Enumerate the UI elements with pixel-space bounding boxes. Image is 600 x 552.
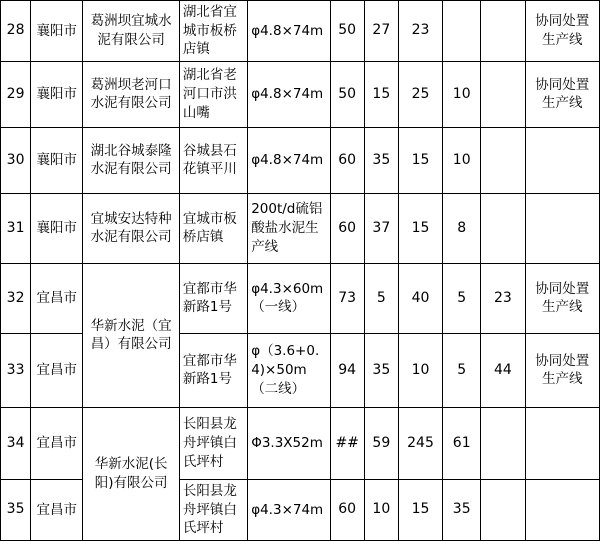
table-row	[1, 127, 600, 193]
row-value-5	[481, 61, 525, 127]
row-spec: φ4.8×74m	[248, 127, 330, 193]
row-value-2: 15	[364, 61, 398, 127]
row-spec: Φ3.3X52m	[248, 407, 330, 479]
row-value-2: 59	[364, 407, 398, 479]
row-value-2: 35	[364, 333, 398, 407]
row-value-4: 61	[443, 407, 481, 479]
row-number: 32	[1, 263, 31, 333]
row-address: 谷城县石花镇平川	[179, 127, 247, 193]
row-value-4: 8	[443, 193, 481, 263]
row-value-2: 27	[364, 1, 398, 62]
row-value-2: 35	[364, 127, 398, 193]
row-value-1: 94	[330, 333, 364, 407]
table-row	[1, 263, 600, 333]
row-value-5: 23	[481, 263, 525, 333]
row-number: 34	[1, 407, 31, 479]
row-note	[525, 193, 599, 263]
table-row	[1, 407, 600, 479]
row-company: 华新水泥（宜昌）有限公司	[83, 263, 179, 407]
row-address: 长阳县龙舟坪镇白氏坪村	[179, 407, 247, 479]
row-spec: φ（3.6+0.4)×50m（二线）	[248, 333, 330, 407]
table-row	[1, 193, 600, 263]
row-value-5	[481, 479, 525, 540]
row-address: 湖北省宜城市板桥店镇	[179, 1, 247, 62]
row-value-5	[481, 127, 525, 193]
row-value-2: 5	[364, 263, 398, 333]
row-company: 宜城安达特种水泥有限公司	[83, 193, 179, 263]
row-value-4: 35	[443, 479, 481, 540]
row-value-4: 5	[443, 333, 481, 407]
row-value-2: 10	[364, 479, 398, 540]
row-note: 协同处置生产线	[525, 1, 599, 62]
row-value-2: 37	[364, 193, 398, 263]
row-value-3: 40	[398, 263, 442, 333]
row-city: 宜昌市	[31, 333, 83, 407]
row-spec: φ4.8×74m	[248, 1, 330, 62]
row-value-5: 44	[481, 333, 525, 407]
row-value-1: 73	[330, 263, 364, 333]
row-company: 葛洲坝宜城水泥有限公司	[83, 1, 179, 62]
row-value-3: 15	[398, 127, 442, 193]
row-address: 湖北省老河口市洪山嘴	[179, 61, 247, 127]
row-spec: φ4.8×74m	[248, 61, 330, 127]
row-note	[525, 479, 599, 540]
row-note	[525, 407, 599, 479]
row-value-4: 5	[443, 263, 481, 333]
row-number: 33	[1, 333, 31, 407]
row-spec: 200t/d硫铝酸盐水泥生产线	[248, 193, 330, 263]
row-spec: φ4.3×74m	[248, 479, 330, 540]
row-spec: φ4.3×60m（一线）	[248, 263, 330, 333]
row-address: 宜城市板桥店镇	[179, 193, 247, 263]
row-value-5	[481, 193, 525, 263]
row-value-3: 15	[398, 479, 442, 540]
row-number: 28	[1, 1, 31, 62]
row-number: 35	[1, 479, 31, 540]
row-city: 宜昌市	[31, 263, 83, 333]
row-note: 协同处置生产线	[525, 61, 599, 127]
row-address: 宜都市华新路1号	[179, 333, 247, 407]
table-row	[1, 61, 600, 127]
row-value-3: 10	[398, 333, 442, 407]
row-note: 协同处置生产线	[525, 263, 599, 333]
row-value-5	[481, 1, 525, 62]
row-value-4: 10	[443, 61, 481, 127]
row-number: 30	[1, 127, 31, 193]
row-company: 华新水泥(长阳)有限公司	[83, 407, 179, 540]
row-note	[525, 127, 599, 193]
row-city: 宜昌市	[31, 479, 83, 540]
row-number: 29	[1, 61, 31, 127]
row-value-1: 60	[330, 127, 364, 193]
row-city: 襄阳市	[31, 61, 83, 127]
row-value-1: ##	[330, 407, 364, 479]
row-value-5	[481, 407, 525, 479]
row-value-3: 25	[398, 61, 442, 127]
row-value-4: 10	[443, 127, 481, 193]
row-value-1: 50	[330, 1, 364, 62]
row-value-4	[443, 1, 481, 62]
row-city: 襄阳市	[31, 1, 83, 62]
row-value-1: 60	[330, 193, 364, 263]
row-city: 襄阳市	[31, 193, 83, 263]
row-city: 宜昌市	[31, 407, 83, 479]
row-address: 宜都市华新路1号	[179, 263, 247, 333]
row-city: 襄阳市	[31, 127, 83, 193]
row-value-1: 50	[330, 61, 364, 127]
row-number: 31	[1, 193, 31, 263]
row-value-3: 15	[398, 193, 442, 263]
row-value-3: 23	[398, 1, 442, 62]
row-company: 葛洲坝老河口水泥有限公司	[83, 61, 179, 127]
row-address: 长阳县龙舟坪镇白氏坪村	[179, 479, 247, 540]
row-value-1: 60	[330, 479, 364, 540]
row-value-3: 245	[398, 407, 442, 479]
table-row	[1, 1, 600, 62]
row-note: 协同处置生产线	[525, 333, 599, 407]
row-company: 湖北谷城泰隆水泥有限公司	[83, 127, 179, 193]
